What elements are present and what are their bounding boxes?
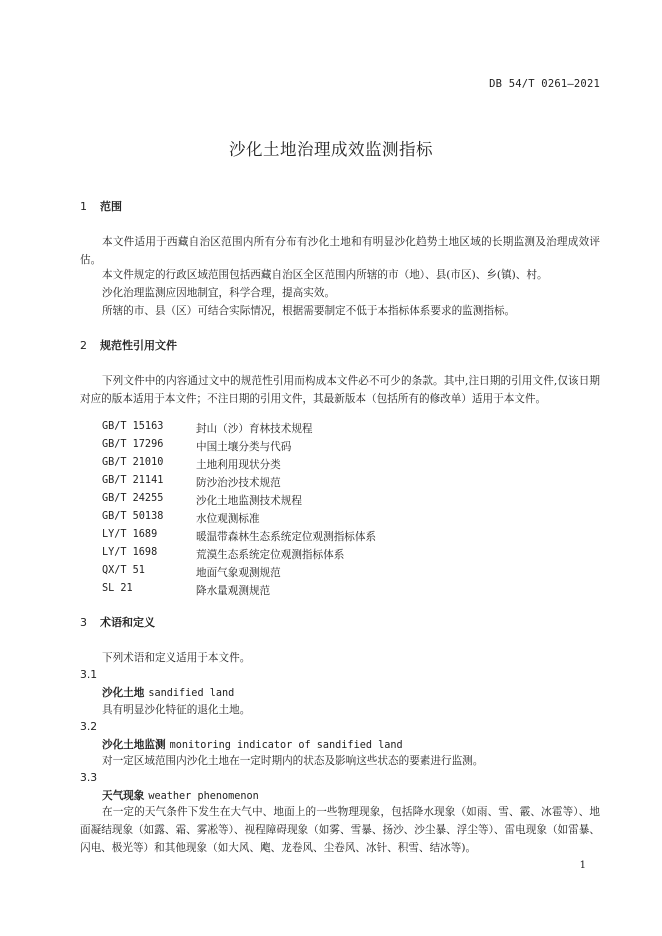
reference-title: 暖温带森林生态系统定位观测指标体系 <box>196 531 377 543</box>
reference-code: GB/T 15163 <box>102 421 164 432</box>
reference-item <box>0 421 662 439</box>
reference-code: GB/T 24255 <box>102 493 164 504</box>
term-en: sandified land <box>148 688 235 699</box>
references-intro: 下列文件中的内容通过文中的规范性引用而构成本文件必不可少的条款。其中,注日期的引用文件,仅该日期对应的版本适用于本文件；不注日期的引用文件，其最新版本（包括所有的修改单）适用于本文件。 <box>80 375 600 405</box>
reference-item <box>0 439 662 457</box>
standard-code: DB 54/T 0261—2021 <box>489 78 600 90</box>
reference-title: 沙化土地监测技术规程 <box>196 495 302 507</box>
term-definition: 在一定的天气条件下发生在大气中、地面上的一些物理现象，包括降水现象（如雨、雪、霰、冰雹等）、地面凝结现象（如露、霜、雾凇等）、视程障碍现象（如雾、雪暴、扬沙、沙尘暴、浮尘等）、雷电现象（如雷暴、闪电、极光等）和其他现象（如大风、飑、龙卷风、尘卷风、冰针、积雪、结冰等)。 <box>80 806 600 854</box>
reference-item <box>0 583 662 601</box>
reference-item <box>0 565 662 583</box>
reference-list <box>0 421 662 601</box>
reference-title: 荒漠生态系统定位观测指标体系 <box>196 549 345 561</box>
term-zh: 沙化土地 <box>102 687 145 699</box>
reference-item <box>0 547 662 565</box>
term-heading <box>102 685 234 700</box>
section-3-heading <box>80 614 155 630</box>
section-title: 范围 <box>100 200 122 213</box>
term-en: monitoring indicator of sandified land <box>169 740 403 751</box>
reference-code: LY/T 1689 <box>102 529 158 540</box>
reference-title: 中国土壤分类与代码 <box>196 441 292 453</box>
term-zh: 天气现象 <box>102 790 145 802</box>
term-heading <box>102 788 259 803</box>
term-number: 3.2 <box>80 720 98 733</box>
section-number: 3 <box>80 616 87 629</box>
reference-title: 土地利用现状分类 <box>196 459 281 471</box>
scope-paragraph-3: 沙化治理监测应因地制宜，科学合理，提高实效。 <box>102 287 336 299</box>
reference-item <box>0 493 662 511</box>
reference-item <box>0 511 662 529</box>
terms-intro: 下列术语和定义适用于本文件。 <box>102 652 251 664</box>
page-number: 1 <box>579 860 586 871</box>
section-number: 1 <box>80 200 87 213</box>
section-number: 2 <box>80 339 87 352</box>
reference-title: 降水量观测规范 <box>196 585 271 597</box>
document-title: 沙化土地治理成效监测指标 <box>229 140 433 159</box>
term-definition: 对一定区域范围内沙化土地在一定时期内的状态及影响这些状态的要素进行监测。 <box>102 755 484 767</box>
reference-code: GB/T 50138 <box>102 511 164 522</box>
section-2-heading <box>80 337 177 353</box>
section-title: 规范性引用文件 <box>100 339 177 352</box>
reference-title: 地面气象观测规范 <box>196 567 281 579</box>
reference-item <box>0 457 662 475</box>
reference-code: GB/T 21010 <box>102 457 164 468</box>
reference-code: QX/T 51 <box>102 565 145 576</box>
term-definition: 具有明显沙化特征的退化土地。 <box>102 704 251 716</box>
scope-paragraph-2: 本文件规定的行政区域范围包括西藏自治区全区范围内所辖的市（地）、县(市区)、乡(镇)、村。 <box>102 269 548 281</box>
reference-code: GB/T 21141 <box>102 475 164 486</box>
term-number: 3.3 <box>80 771 98 784</box>
reference-code: LY/T 1698 <box>102 547 158 558</box>
reference-code: SL 21 <box>102 583 133 594</box>
reference-code: GB/T 17296 <box>102 439 164 450</box>
term-zh: 沙化土地监测 <box>102 739 166 751</box>
reference-title: 封山（沙）育林技术规程 <box>196 423 313 435</box>
term-en: weather phenomenon <box>148 791 259 802</box>
reference-title: 水位观测标准 <box>196 513 260 525</box>
reference-title: 防沙治沙技术规范 <box>196 477 281 489</box>
section-title: 术语和定义 <box>100 616 155 629</box>
scope-paragraph-4: 所辖的市、县（区）可结合实际情况，根据需要制定不低于本指标体系要求的监测指标。 <box>102 305 516 317</box>
scope-paragraph-1: 本文件适用于西藏自治区范围内所有分布有沙化土地和有明显沙化趋势土地区域的长期监测及治理成效评估。 <box>80 236 600 266</box>
term-heading <box>102 737 403 752</box>
reference-item <box>0 529 662 547</box>
term-number: 3.1 <box>80 668 98 681</box>
reference-item <box>0 475 662 493</box>
section-1-heading <box>80 198 122 214</box>
